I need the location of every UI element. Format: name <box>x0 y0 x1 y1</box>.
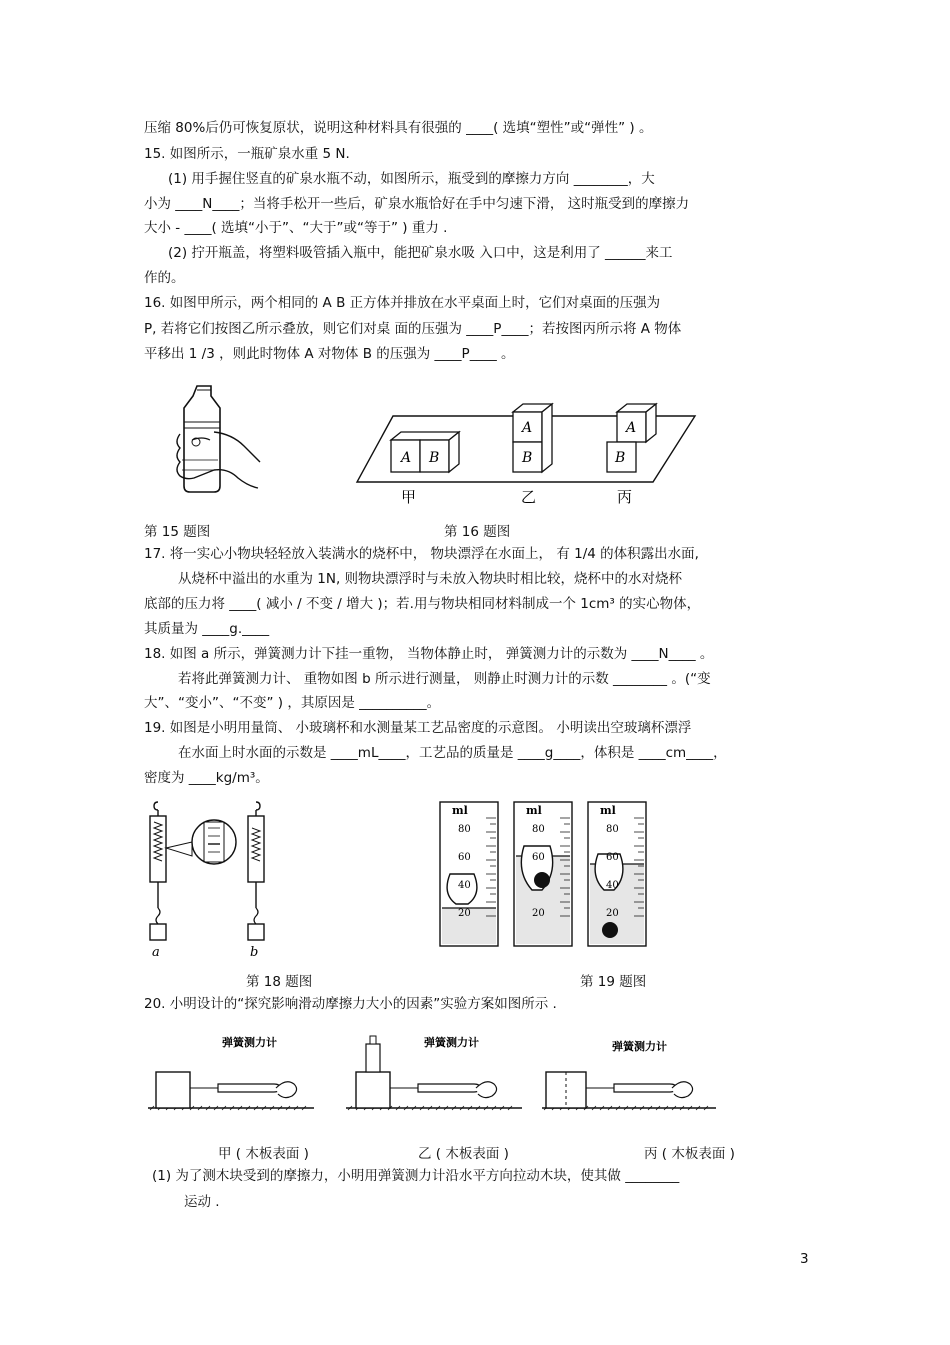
text-line-22: (1) 为了测木块受到的摩擦力，小明用弹簧测力计沿水平方向拉动木块，使其做 ________ <box>152 1168 680 1184</box>
question-17: 17. 将一实心小物块轻轻放入装满水的烧杯中， 物块漂浮在水面上， 有 1/4 的体积露出水面, <box>144 546 699 562</box>
label-a: a <box>152 945 160 960</box>
cube-b-label: B <box>429 450 440 466</box>
question-15: 15. 如图所示，一瓶矿泉水重 5 N. <box>144 146 350 162</box>
cube-b-label: B <box>615 450 626 466</box>
text-line-14: 其质量为 ____g.____ <box>144 621 270 637</box>
text-line-4: 小为 ____N____；当将手松开一些后，矿泉水瓶恰好在手中匀速下滑， 这时瓶受到的摩擦力 <box>144 196 690 212</box>
caption-fig16: 第 16 题图 <box>444 524 511 540</box>
svg-text:80: 80 <box>458 824 471 835</box>
svg-text:80: 80 <box>606 824 619 835</box>
label-bing: 丙 <box>617 488 633 506</box>
text-line-6: (2) 拧开瓶盖，将塑料吸管插入瓶中，能把矿泉水吸 入口中，这是利用了 ______来工 <box>168 245 673 261</box>
text-line-3: (1) 用手握住竖直的矿泉水瓶不动，如图所示，瓶受到的摩擦力方向 ________，大 <box>168 171 655 187</box>
label-yi: 乙 <box>521 488 537 506</box>
svg-text:60: 60 <box>532 852 545 863</box>
question-20: 20. 小明设计的“探究影响滑动摩擦力大小的因素”实验方案如图所示 . <box>144 996 557 1012</box>
question-18: 18. 如图 a 所示，弹簧测力计下挂一重物， 当物体静止时， 弹簧测力计的示数为 ____N____ 。 <box>144 646 714 662</box>
svg-text:40: 40 <box>458 880 471 891</box>
caption-fig20-yi: 乙 ( 木板表面 ) <box>418 1146 509 1162</box>
caption-fig19: 第 19 题图 <box>580 974 647 990</box>
figure-18-spring-scales <box>144 798 294 960</box>
cube-a-label: A <box>522 420 533 436</box>
question-19: 19. 如图是小明用量筒、 小玻璃杯和水测量某工艺品密度的示意图。 小明读出空玻璃杯漂浮 <box>144 720 692 736</box>
caption-fig20-bing: 丙 ( 木板表面 ) <box>644 1146 735 1162</box>
cylinder-1 <box>440 802 498 946</box>
svg-text:60: 60 <box>606 852 619 863</box>
text-line-7: 作的。 <box>144 270 185 286</box>
caption-fig15: 第 15 题图 <box>144 524 211 540</box>
page-number: 3 <box>800 1251 809 1267</box>
cube-a-label: A <box>401 450 412 466</box>
svg-text:ml: ml <box>452 804 468 817</box>
text-line-5: 大小 - ____( 选填“小于”、“大于”或“等于” ) 重力 . <box>144 220 448 236</box>
question-16: 16. 如图甲所示，两个相同的 A B 正方体并排放在水平桌面上时，它们对桌面的压强为 <box>144 295 661 311</box>
figure-19-measuring-cylinders <box>436 798 652 948</box>
cube-b-label: B <box>522 450 533 466</box>
svg-text:ml: ml <box>600 804 616 817</box>
text-line-9: P, 若将它们按图乙所示叠放，则它们对桌 面的压强为 ____P____；若按图丙所示将 A 物体 <box>144 321 682 337</box>
text-line-23: 运动 . <box>184 1194 220 1210</box>
setup-jia <box>148 1035 314 1110</box>
text-line-20: 密度为 ____kg/m³。 <box>144 770 269 786</box>
caption-fig18: 第 18 题图 <box>246 974 313 990</box>
label-jia: 甲 <box>401 488 417 506</box>
spring-scale-label: 弹簧测力计 <box>612 1040 667 1053</box>
cube-a-label: A <box>626 420 637 436</box>
cylinder-3 <box>588 802 646 946</box>
svg-text:20: 20 <box>458 908 471 919</box>
text-line-13: 底部的压力将 ____( 减小 / 不变 / 增大 )；若.用与物块相同材料制成一个 1cm³ 的实心物体， <box>144 596 701 612</box>
setup-yi <box>346 1035 522 1110</box>
svg-text:60: 60 <box>458 852 471 863</box>
svg-text:20: 20 <box>606 908 619 919</box>
caption-fig20-jia: 甲 ( 木板表面 ) <box>218 1146 309 1162</box>
spring-scale-label: 弹簧测力计 <box>222 1036 277 1049</box>
svg-text:40: 40 <box>606 880 619 891</box>
cylinder-2 <box>514 802 572 946</box>
figure-15-bottle-in-hand <box>170 382 262 494</box>
text-line-12: 从烧杯中溢出的水重为 1N, 则物块漂浮时与未放入物块时相比较，烧杯中的水对烧杯 <box>178 571 683 587</box>
text-line-10: 平移出 1 /3 ，则此时物体 A 对物体 B 的压强为 ____P____ 。 <box>144 346 515 362</box>
svg-text:20: 20 <box>532 908 545 919</box>
text-line-19: 在水面上时水面的示数是 ____mL____，工艺品的质量是 ____g____，体积是 ____cm____， <box>178 745 727 761</box>
svg-text:80: 80 <box>532 824 545 835</box>
label-b: b <box>250 945 259 960</box>
text-line-16: 若将此弹簧测力计、 重物如图 b 所示进行测量， 则静止时测力计的示数 ________ 。(“变 <box>178 671 711 687</box>
setup-bing <box>542 1039 716 1110</box>
figure-20-friction-setups <box>146 1028 718 1112</box>
figure-16-cubes <box>355 398 700 510</box>
text-line-17: 大”、“变小”、“不变” ) ，其原因是 __________。 <box>144 695 441 711</box>
spring-scale-label: 弹簧测力计 <box>424 1036 479 1049</box>
svg-text:ml: ml <box>526 804 542 817</box>
text-line-1: 压缩 80%后仍可恢复原状，说明这种材料具有很强的 ____( 选填“塑性”或“弹性” ) 。 <box>144 120 653 136</box>
